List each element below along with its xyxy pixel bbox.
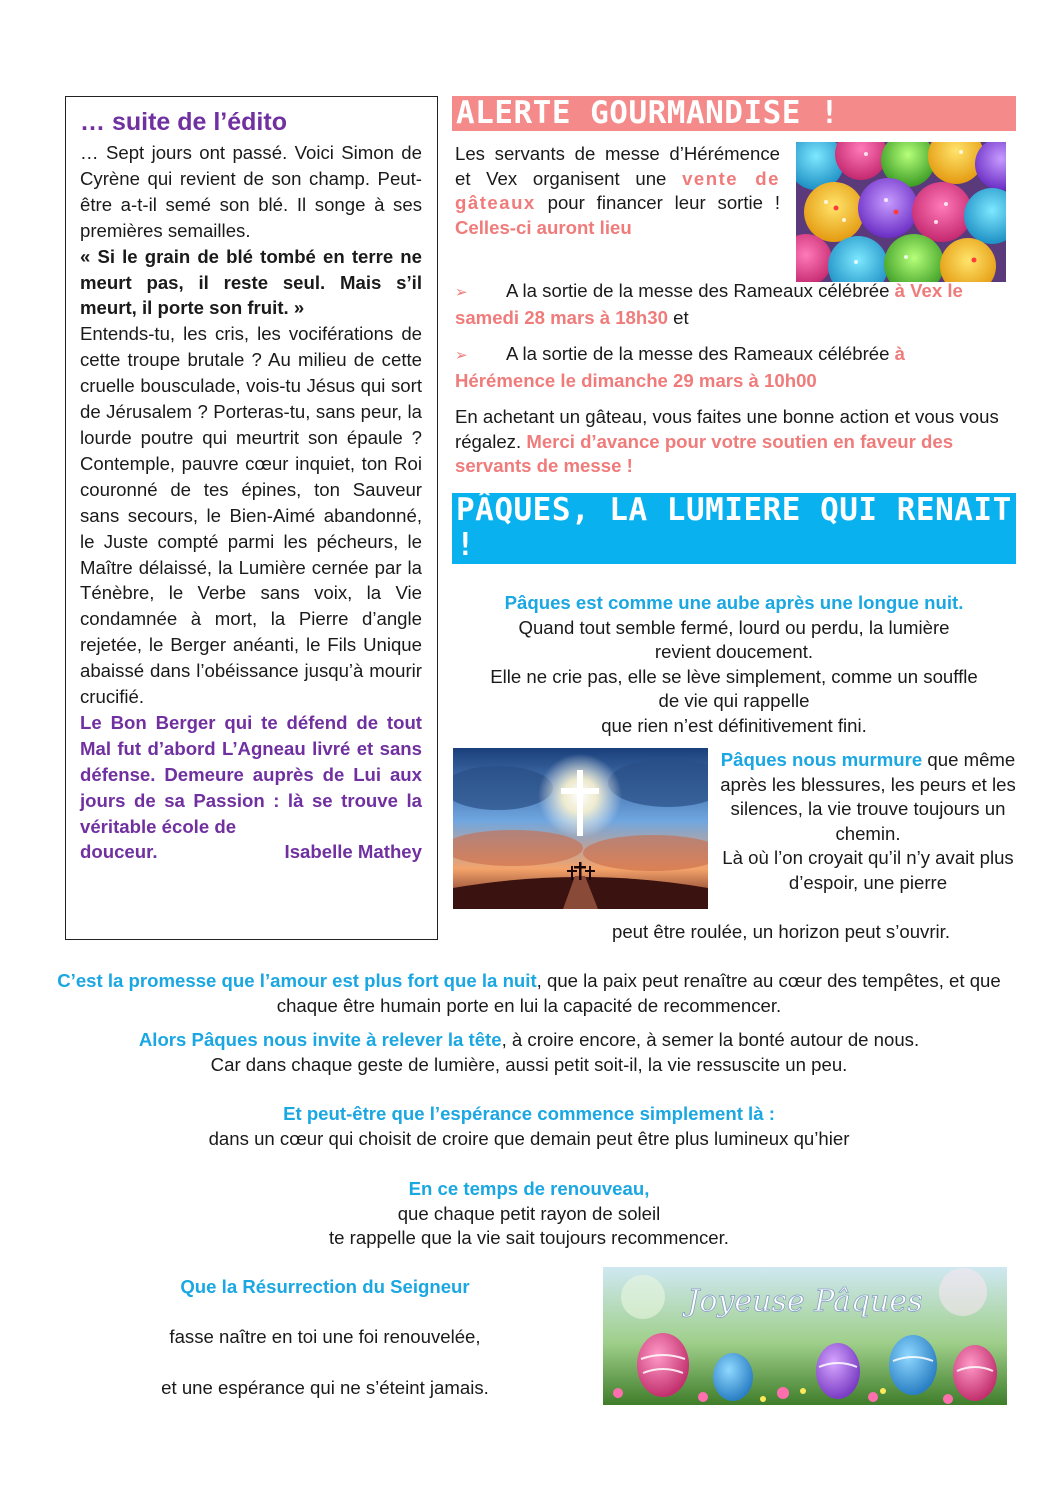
cupcakes-photo (796, 142, 1006, 282)
paques-renouveau: En ce temps de renouveau, que chaque petit rayon de soleil te rappelle que la vie sait toujours recommencer. (329, 1178, 729, 1248)
arrow-bullet-icon: ➢ (455, 347, 468, 364)
paques-invite: Alors Pâques nous invite à relever la tête, à croire encore, à semer la bonté autour de nous. Car dans chaque geste de lumière, aussi petit soit-il, la vie ressuscite un peu. (138, 1029, 920, 1075)
gourmandise-banner: ALERTE GOURMANDISE ! (452, 96, 1016, 131)
sale-date-heremence: ➢ A la sortie de la messe des Rameaux célébrée à Hérémence le dimanche 29 mars à 10h00 (455, 343, 905, 391)
paques-promise: C’est la promesse que l’amour est plus fort que la nuit, que la paix peut renaître au cœur des tempêtes, et que chaque être humain porte en lui la capacité de recommencer. (57, 970, 1001, 1016)
joyeuse-paques-card (603, 1267, 1007, 1405)
paques-roulee: peut être roulée, un horizon peut s’ouvrir. (612, 921, 950, 942)
edito-intro: … Sept jours ont passé. Voici Simon de Cyrène qui revient de son champ. Peut-être a-t-il semé son blé. Il songe à ses premières semailles. (80, 142, 422, 241)
edito-quote: « Si le grain de blé tombé en terre ne meurt pas, il reste seul. Mais s’il meurt, il porte son fruit. » (80, 245, 422, 319)
edito-box (65, 96, 438, 940)
paques-esperance: Et peut-être que l’espérance commence simplement là : dans un cœur qui choisit de croire que demain peut être plus lumineux qu’hier (208, 1103, 850, 1149)
easter-card-text: Joyeuse Pâques (687, 1284, 923, 1319)
resurrection-line-2: fasse naître en toi une foi renouvelée, (169, 1326, 481, 1347)
resurrection-line-3: et une espérance qui ne s’éteint jamais. (161, 1377, 489, 1398)
paques-banner: PÂQUES, LA LUMIERE QUI RENAIT ! (452, 493, 1016, 564)
sale-highlight: vente de gâteaux (455, 167, 781, 213)
sale-thanks: Merci d’avance pour votre soutien en faveur des servants de messe ! (455, 430, 954, 476)
edito-title: … suite de l’édito (80, 108, 287, 136)
sale-outro: En achetant un gâteau, vous faites une bonne action et vous vous régalez. Merci d’avance pour votre soutien en faveur des servants de messe ! (455, 406, 999, 476)
sale-highlight-2: Celles-ci auront lieu (455, 216, 632, 238)
edito-signature: Isabelle Mathey (284, 841, 422, 863)
paques-intro: Pâques est comme une aube après une longue nuit. Quand tout semble fermé, lourd ou perdu, la lumière revient doucement. Elle ne crie pas, elle se lève simplement, comme un souffle de vie qui rappelle que rien n’est définitivement fini. (490, 592, 978, 736)
edito-body: Entends-tu, les cris, les vociférations de cette troupe brutale ? Au milieu de cette cruelle bousculade, vois-tu Jésus qui sort de Jérusalem ? Porteras-tu, sans peur, la lourde poutre qui meurtrit son épaule ? Contemple, pauvre cœur inquiet, ton Roi couronné de tes épines, ton Sauveur sans secours, le Bien-Aimé abandonné, le Juste compté parmi les pécheurs, le Maître délaissé, la Lumière cernée par la Ténèbre, le Verbe sans voix, la Vie condamnée à mort, la Pierre d’angle rejetée, le Berger anéanti, le Fils Unique abaissé dans l’obéissance jusqu’à mourir crucifié. (80, 323, 422, 708)
paques-murmur: Pâques nous murmure que même après les blessures, les peurs et les silences, la vie trouve toujours un chemin. Là où l’on croyait qu’il n’y avait plus d’espoir, une pierre (720, 749, 1016, 893)
arrow-bullet-icon: ➢ (455, 284, 468, 301)
sale-intro: Les servants de messe d’Hérémence et Vex organisent une vente de gâteaux pour financer leur sortie ! Celles-ci auront lieu (455, 143, 781, 238)
cross-sunrise-photo (453, 748, 708, 909)
sale-date-vex: ➢ A la sortie de la messe des Rameaux célébrée à Vex le samedi 28 mars à 18h30 et (455, 280, 963, 328)
edito-closing: Le Bon Berger qui te défend de tout Mal fut d’abord L’Agneau livré et sans défense. Demeure auprès de Lui aux jours de sa Passion : là se trouve la véritable école de (80, 711, 422, 837)
resurrection-title: Que la Résurrection du Seigneur (180, 1276, 470, 1297)
edito-closing-end: douceur. Isabelle Mathey (80, 839, 422, 865)
